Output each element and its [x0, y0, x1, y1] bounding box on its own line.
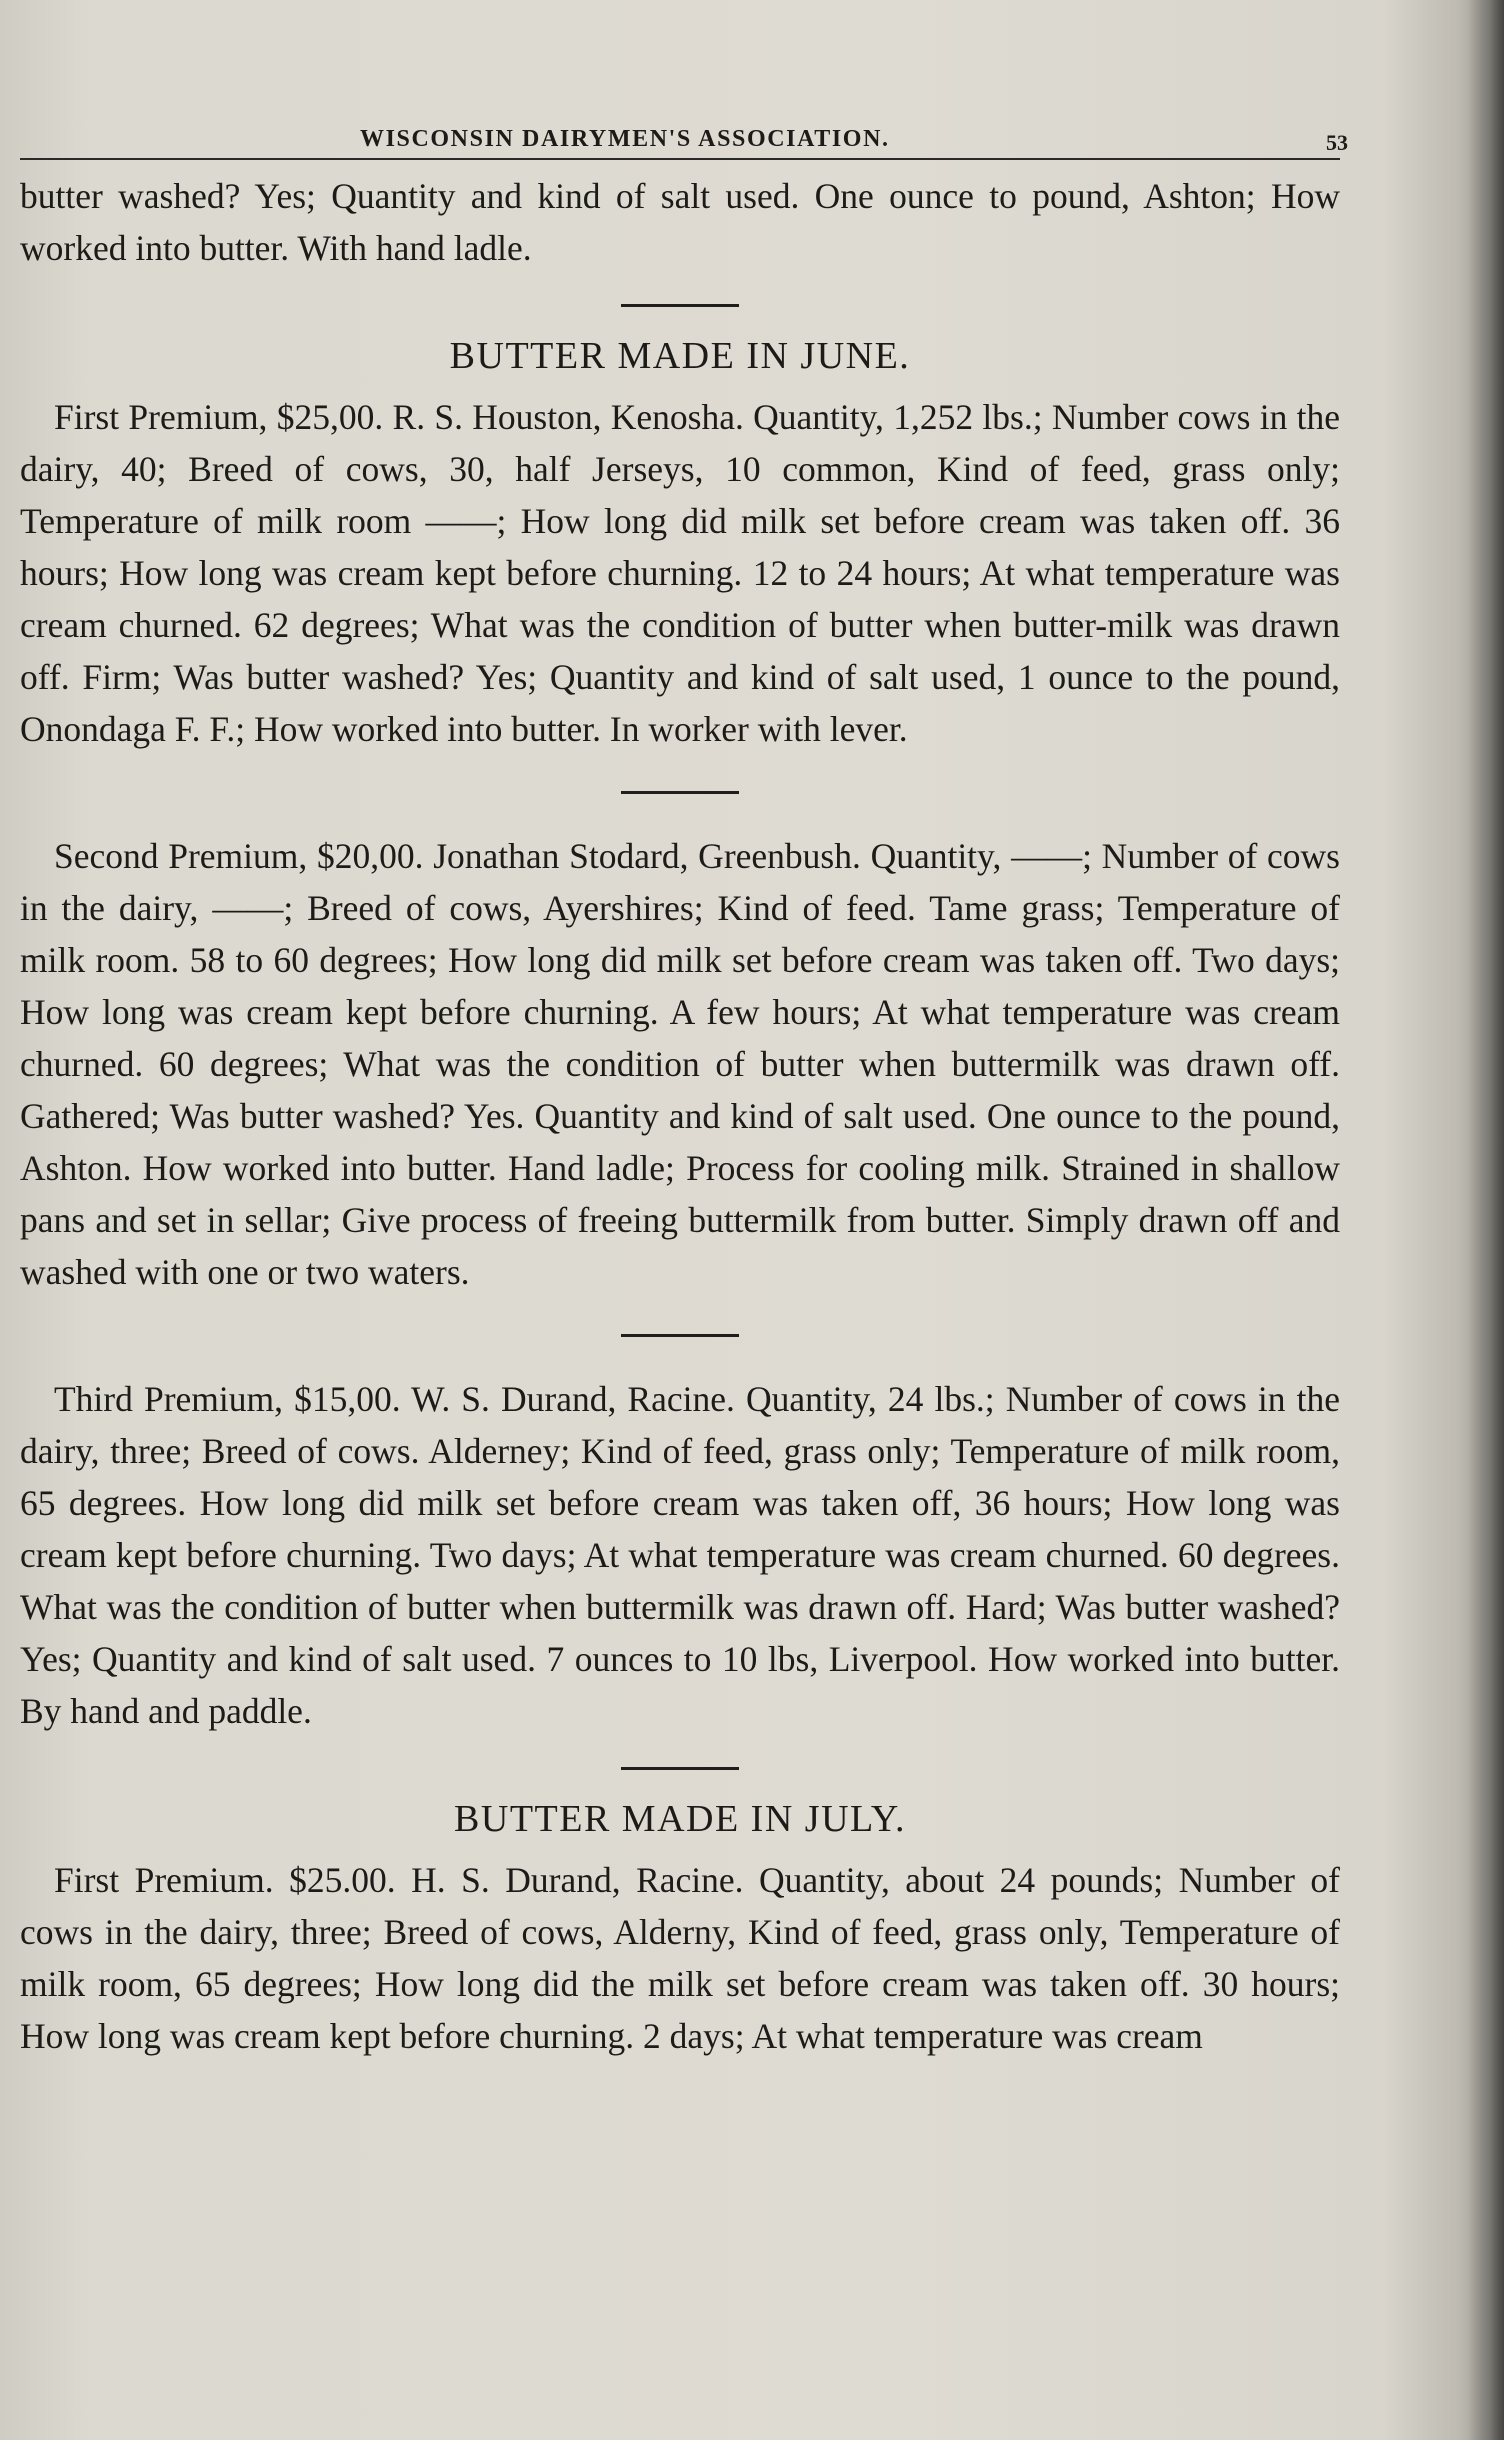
running-title: WISCONSIN DAIRYMEN'S ASSOCIATION. [360, 126, 890, 152]
section-rule [621, 1767, 739, 1770]
entry-june-third-premium: Third Premium, $15,00. W. S. Durand, Racine. Quantity, 24 lbs.; Number of cows in the dairy, three; Breed of cows. Alderney; Kind of feed, grass only; Temperature of milk room, 65 degrees. How long did milk set before cream was taken off, 36 hours; How long was cream kept before churning. Two days; At what temperature was cream churned. 60 degrees. What was the condition of butter when buttermilk was drawn off. Hard; Was butter washed? Yes; Quantity and kind of salt used. 7 ounces to 10 lbs, Liverpool. How worked into butter. By hand and paddle. [20, 1379, 1340, 1731]
page-number: 53 [1326, 130, 1348, 155]
entry-separator-rule [621, 1334, 739, 1337]
page-edge-shadow [1468, 0, 1504, 2440]
section-heading-july: BUTTER MADE IN JULY. [454, 1798, 906, 1840]
entry-june-first-premium: First Premium, $25,00. R. S. Houston, Kenosha. Quantity, 1,252 lbs.; Number cows in the dairy, 40; Breed of cows, 30, half Jerseys, 10 common, Kind of feed, grass only; Temperature of milk room ——; How long did milk set before cream was taken off. 36 hours; How long was cream kept before churning. 12 to 24 hours; At what temperature was cream churned. 62 degrees; What was the condition of butter when butter-milk was drawn off. Firm; Was butter washed? Yes; Quantity and kind of salt used, 1 ounce to the pound, Onondaga F. F.; How worked into butter. In worker with lever. [20, 397, 1340, 749]
entry-july-first-premium: First Premium. $25.00. H. S. Durand, Racine. Quantity, about 24 pounds; Number of cows in the dairy, three; Breed of cows, Alderny, Kind of feed, grass only, Temperature of milk room, 65 degrees; How long did the milk set before cream was taken off. 30 hours; How long was cream kept before churning. 2 days; At what temperature was cream [20, 1860, 1340, 2056]
page-body [20, 110, 1348, 2062]
entry-june-second-premium: Second Premium, $20,00. Jonathan Stodard, Greenbush. Quantity, ——; Number of cows in the dairy, ——; Breed of cows, Ayershires; Kind of feed. Tame grass; Temperature of milk room. 58 to 60 degrees; How long did milk set before cream was taken off. Two days; How long was cream kept before churning. A few hours; At what temperature was cream churned. 60 degrees; What was the condition of butter when buttermilk was drawn off. Gathered; Was butter washed? Yes. Quantity and kind of salt used. One ounce to the pound, Ashton. How worked into butter. Hand ladle; Process for cooling milk. Strained in shallow pans and set in sellar; Give process of freeing buttermilk from butter. Simply drawn off and washed with one or two waters. [20, 836, 1340, 1292]
section-rule [621, 304, 739, 307]
running-header [20, 110, 1348, 160]
entry-separator-rule [621, 791, 739, 794]
section-heading-june: BUTTER MADE IN JUNE. [449, 335, 911, 377]
continuation-paragraph: butter washed? Yes; Quantity and kind of salt used. One ounce to pound, Ashton; How worked into butter. With hand ladle. [20, 176, 1340, 268]
